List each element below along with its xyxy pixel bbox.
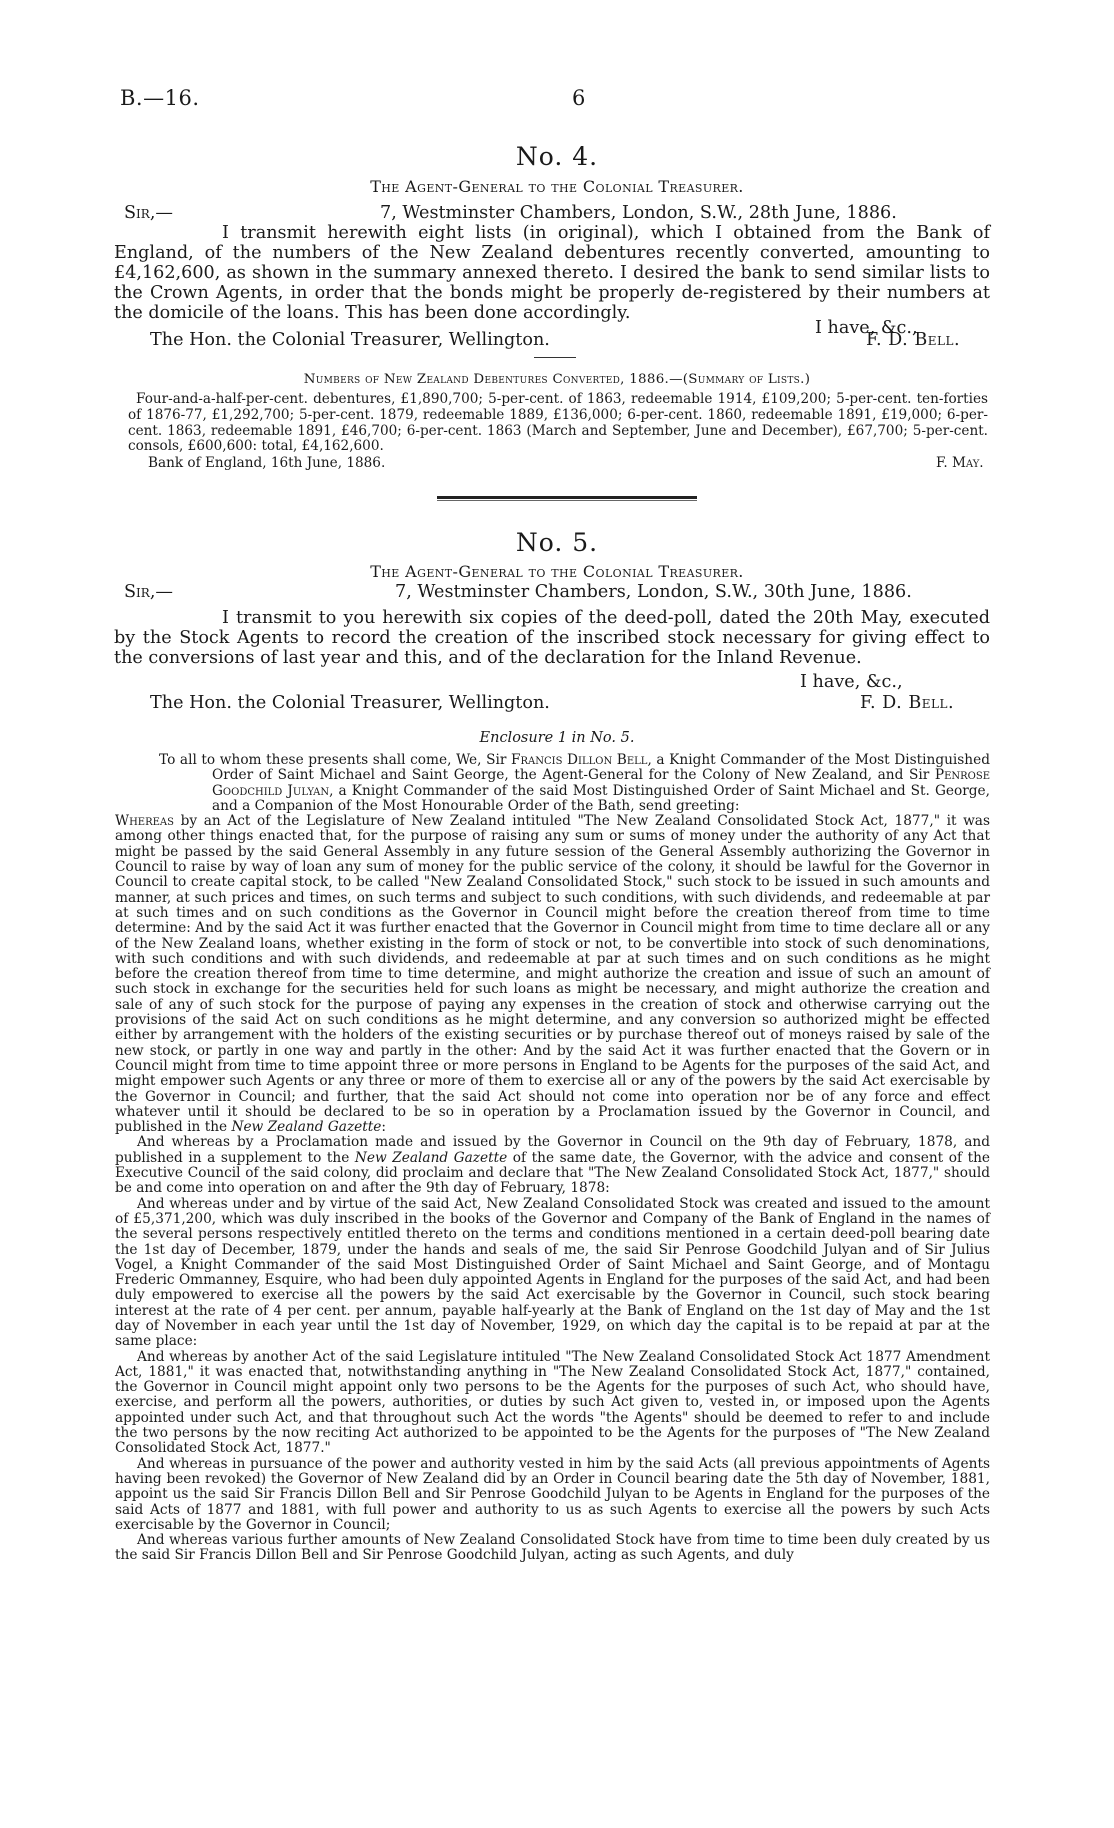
deed-recital: And whereas under and by virtue of the said Act, New Zealand Consolidated Stock was created and issued to the amount of £5,371,200, which was duly inscribed in the books of the Governor and Company of the Bank of England in the names of the several persons respectively entitled thereto on the terms and conditions mentioned in a certain deed-poll bearing date the 1st day of December, 1879, under the hands and seals of me, the said Sir Penrose Goodchild Julyan and of Sir Julius Vogel, a Knight Commander of the said Most Distinguished Order of Saint Michael and Saint George, and of Montagu Frederic Ommanney, Esquire, who had been duly appointed Agents in England for the purposes of the said Act, and had been duly empowered to exercise all the powers by the said Act exercisable by the Governor in Council, such stock bearing interest at the rate of 4 per cent. per annum, payable half-yearly at the Bank of England on the 1st day of May and the 1st day of November in each year until the 1st day of November, 1929, on which day the capital is to be repaid at par at the same place: xyxy=(115,1195,990,1350)
page-reference: B.—16. xyxy=(120,86,200,110)
signature: F. D. Bell. xyxy=(866,330,961,350)
letter-number: No. 5. xyxy=(515,528,599,557)
summary-body xyxy=(128,392,988,455)
salutation: Sir,— xyxy=(124,582,174,602)
deed-recital: And whereas in pursuance of the power and authority vested in him by the said Acts (all previous appointments of Agents having been revoked) the Governor of New Zealand did by an Order in Council bearing date the 5th day of November, 1881, appoint us the said Sir Francis Dillon Bell and Sir Penrose Goodchild Julyan to be Agents in England for the purposes of the said Acts of 1877 and 1881, with full power and authority to us as such Agents to exercise all the powers by such Acts exercisable by the Governor in Council; xyxy=(115,1455,990,1533)
page-number: 6 xyxy=(572,86,586,110)
addressee: The Hon. the Colonial Treasurer, Wellington. xyxy=(150,693,550,713)
letter-header: The Agent-General to the Colonial Treasurer. xyxy=(370,177,744,196)
addressee: The Hon. the Colonial Treasurer, Wellington. xyxy=(150,330,550,350)
divider xyxy=(534,357,576,358)
closing: I have, &c., xyxy=(815,318,918,338)
deed-recital: And whereas by another Act of the said Legislature intituled "The New Zealand Consolidated Stock Act 1877 Amendment Act, 1881," it was enacted that, notwithstanding anything in "The New Zealand Consolidated Stock Act, 1877," contained, the Governor in Council might appoint only two persons to be the Agents for the purposes of such Act, who should have, exercise, and perform all the powers, authorities, or duties by such Act given to, vested in, or imposed upon the Agents appointed under such Act, and that throughout such Act the words "the Agents" should be deemed to refer to and include the two persons by the now reciting Act authorized to be appointed to be the Agents for the purposes of "The New Zealand Consolidated Stock Act, 1877." xyxy=(115,1348,990,1457)
summary-title: Numbers of New Zealand Debentures Converted, 1886.—(Summary of Lists.) xyxy=(303,372,811,387)
section-divider xyxy=(437,496,697,499)
letter-number: No. 4. xyxy=(515,142,599,171)
deed-intro: To all to whom these presents shall come, We, Sir Francis Dillon Bell, a Knight Commander of the Most Distinguished Order of Saint Michael and Saint George, the Agent-General for the Colony of New Zealand, and Sir Penrose Goodchild Julyan, a Knight Commander of the said Most Distinguished Order of Saint Michael and St. George, and a Companion of the Most Honourable Order of the Bath, send greeting: xyxy=(159,752,990,814)
enclosure-title: Enclosure 1 in No. 5. xyxy=(479,730,635,746)
deed-poll-text xyxy=(115,753,990,1564)
summary-footer: Bank of England, 16th June, 1886. xyxy=(148,455,386,471)
deed-recital: And whereas by a Proclamation made and issued by the Governor in Council on the 9th day of February, 1878, and published in a supplement to the New Zealand Gazette of the same date, the Governor, with the advice and consent of the Executive Council of the said colony, did proclaim and declare that "The New Zealand Consolidated Stock Act, 1877," should be and come into operation on and after the 9th day of February, 1878: xyxy=(115,1134,991,1197)
letter-body: I transmit to you herewith six copies of the deed-poll, dated the 20th May, executed by the Stock Agents to record the creation of the inscribed stock necessary for giving effect to the conversions of last year and this, and of the declaration for the Inland Revenue. xyxy=(114,608,990,668)
deed-recital: And whereas various further amounts of New Zealand Consolidated Stock have from time to time been duly created by us the said Sir Francis Dillon Bell and Sir Penrose Goodchild Julyan, acting as such Agents, and duly xyxy=(115,1532,990,1564)
dateline: 7, Westminster Chambers, London, S.W., 30th June, 1886. xyxy=(395,582,912,602)
section-divider-thin xyxy=(437,500,697,501)
summary-signature: F. May. xyxy=(936,455,984,471)
signature: F. D. Bell. xyxy=(860,693,955,713)
deed-recital: Whereas by an Act of the Legislature of New Zealand intituled "The New Zealand Consolidated Stock Act, 1877," it was among other things enacted that, for the purpose of raising any sum or sums of money under the authority of any Act that might be passed by the said General Assembly in any future session of the General Assembly authorizing the Governor in Council to raise by way of loan any sum of money for the public service of the colony, it should be lawful for the Governor in Council to create capital stock, to be called "New Zealand Consolidated Stock," such stock to be issued in such amounts and manner, at such prices and times, on such terms and subject to such conditions, with such dividends, and redeemable at par at such times and on such conditions as the Governor in Council might before the creation thereof from time to time determine: And by the said Act it was further enacted that the Governor in Council might from time to time declare all or any of the New Zealand loans, whether existing in the form of stock or not, to be convertible into stock of such denominations, with such conditions and with such dividends, and redeemable at par at such times and on such conditions as he might before the creation thereof from time to time determine, and might authorize the creation and issue of such an amount of such stock in exchange for the securities held for such loans as might be necessary, and might authorize the creation and sale of any of such stock for the purpose of paying any expenses in the creation of stock and otherwise carrying out the provisions of the said Act on such conditions as he might determine, and any conversion so authorized might be effected either by arrangement with the holders of the existing securities or by purchase thereof out of moneys raised by sale of the new stock, or partly in one way and partly in the other: And by the said Act it was further enacted that the Govern or in Council might from time to time appoint three or more persons in England to be Agents for the purposes of the said Act, and might empower such Agents or any three or more of them to exercise all or any of the powers by the said Act exercisable by the Governor in Council; and further, that the said Act should not come into operation nor be of any force and effect whatever until it should be declared to be so in operation by a Proclamation issued by the Governor in Council, and published in the New Zealand Gazette: xyxy=(115,813,990,1136)
closing: I have, &c., xyxy=(800,672,903,692)
salutation: Sir,— xyxy=(124,203,174,223)
letter-body: I transmit herewith eight lists (in original), which I obtained from the Bank of England, of the numbers of the New Zealand debentures recently converted, amounting to £4,162,600, as shown in the summary annexed thereto. I desired the bank to send similar lists to the Crown Agents, in order that the bonds might be properly de-registered by their numbers at the domicile of the loans. This has been done accordingly. xyxy=(114,223,990,323)
letter-header: The Agent-General to the Colonial Treasurer. xyxy=(370,562,744,581)
dateline: 7, Westminster Chambers, London, S.W., 28th June, 1886. xyxy=(380,203,897,223)
summary-text: Four-and-a-half-per-cent. debentures, £1,890,700; 5-per-cent. of 1863, redeemable 1914, £109,200; 5-per-cent. ten-forties of 1876-77, £1,292,700; 5-per-cent. 1879, redeemable 1889, £136,000; 6-per-cent. 1860, redeemable 1891, £19,000; 6-per-cent. 1863, redeemable 1891, £46,700; 6-per-cent. 1863 (March and September, June and December), £67,700; 5-per-cent. consols, £600,600: total, £4,162,600. xyxy=(128,391,988,455)
